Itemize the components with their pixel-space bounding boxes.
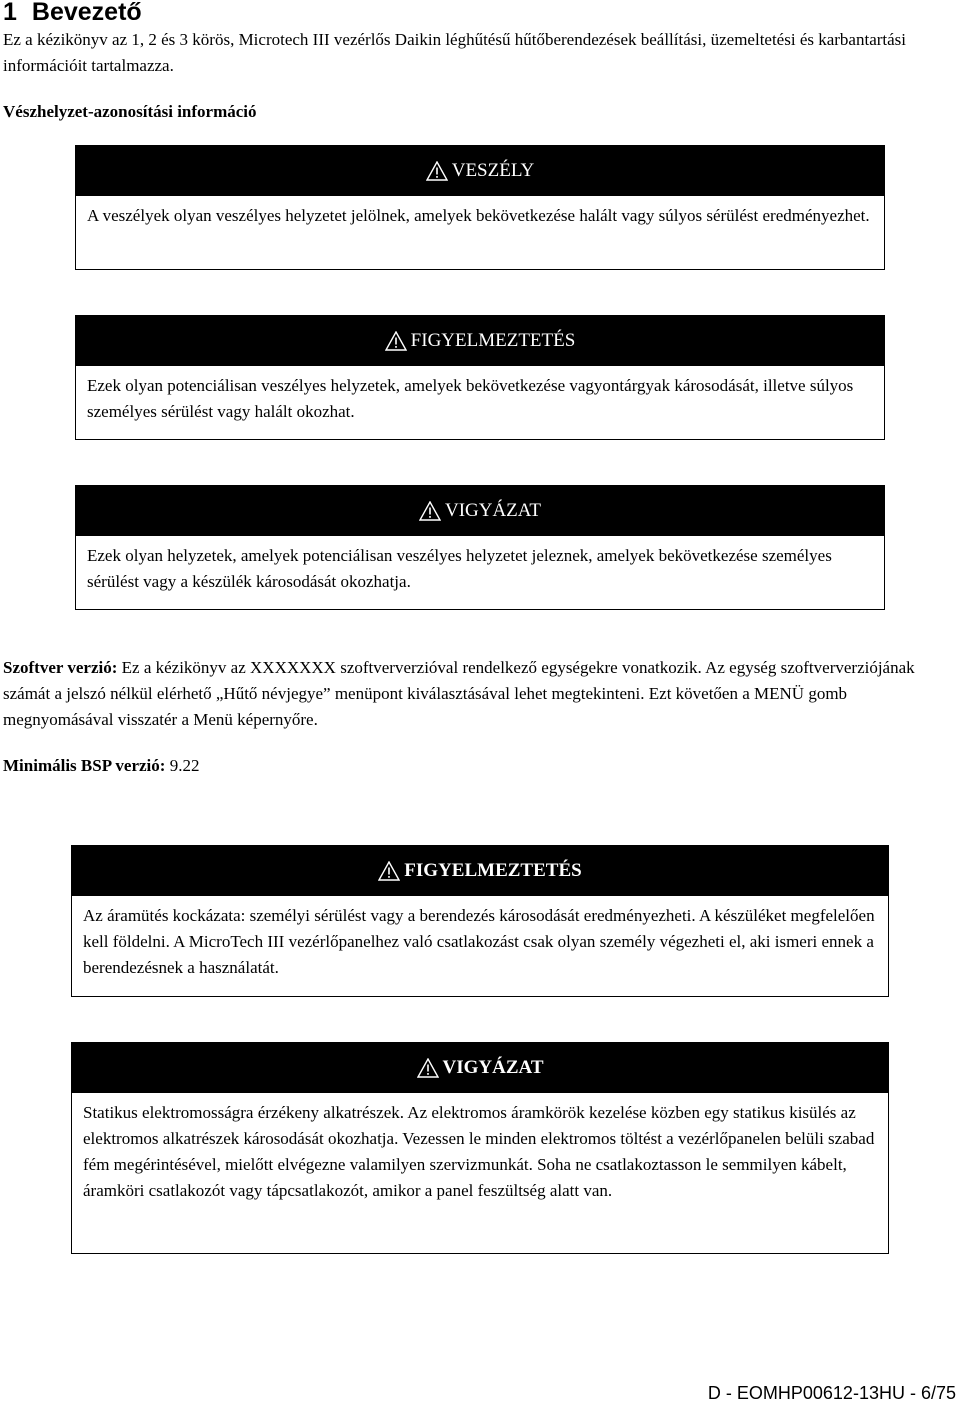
intro-paragraph: Ez a kézikönyv az 1, 2 és 3 körös, Microtech III vezérlős Daikin léghűtésű hűtőberendezések beállítási, üzemeltetési és karbantartási információit tartalmazza.: [3, 30, 907, 75]
software-version-text: Ez a kézikönyv az XXXXXXX szoftververzióval rendelkező egységekre vonatkozik. Az egység szoftververziójának számát a jelszó nélkül elérhető „Hűtő névjegye” menüpont kiválasztásával lehet megtekinteni. Ezt követően a MENÜ gomb megnyomásával visszatér a Menü képernyőre.: [3, 658, 915, 729]
warning-triangle-icon: [419, 501, 441, 521]
danger-box-title: VESZÉLY: [451, 160, 535, 181]
bsp-version-value: 9.22: [165, 756, 200, 775]
caution-box: [75, 485, 885, 610]
warning-triangle-icon: [426, 161, 448, 181]
electric-shock-warning-title: FIGYELMEZTETÉS: [404, 860, 582, 881]
emergency-info-heading: Vészhelyzet-azonosítási információ: [3, 102, 257, 121]
electric-shock-warning-box: [71, 845, 889, 997]
caution-box-text: Ezek olyan helyzetek, amelyek potenciálisan veszélyes helyzetet jeleznek, amelyek bekövetkezése személyes sérülést vagy a készülék károsodását okozhatja.: [87, 546, 832, 591]
static-caution-header: [72, 1043, 888, 1093]
section-title: Bevezető: [31, 0, 142, 26]
danger-box-header: [76, 146, 884, 196]
static-caution-box: [71, 1042, 889, 1254]
software-version-paragraph: [3, 655, 951, 733]
warning-box-text: Ezek olyan potenciálisan veszélyes helyzetek, amelyek bekövetkezése vagyontárgyak károsodását, illetve súlyos személyes sérülést vagy halált okozhat.: [87, 376, 854, 421]
section-heading: [3, 0, 142, 27]
caution-box-header: [76, 486, 884, 536]
warning-triangle-icon: [417, 1058, 439, 1078]
warning-triangle-icon: [378, 861, 400, 881]
warning-triangle-icon: [385, 331, 407, 351]
warning-box-header: [76, 316, 884, 366]
static-caution-title: VIGYÁZAT: [442, 1057, 544, 1078]
static-caution-text: Statikus elektromosságra érzékeny alkatrészek. Az elektromos áramkörök kezelése közben egy statikus kisülés az elektromos alkatrészek károsodását okozhatja. Vezessen le minden elektromos töltést a vezérlőpanelen belüli szabad fém megérintésével, mielőtt elvégezne valamilyen szervizmunkát. Soha ne csatlakoztasson le semmilyen kábelt, áramköri csatlakozót vagy tápcsatlakozót, amikor a panel feszültség alatt van.: [83, 1103, 875, 1200]
electric-shock-warning-text: Az áramütés kockázata: személyi sérülést vagy a berendezés károsodását eredményezheti. A készüléket megfelelően kell földelni. A MicroTech III vezérlőpanelhez való csatlakozást csak olyan személy végezheti el, aki ismeri ennek a berendezésnek a használatát.: [83, 906, 875, 977]
software-version-label: Szoftver verzió:: [3, 658, 118, 677]
danger-box-text: A veszélyek olyan veszélyes helyzetet jelölnek, amelyek bekövetkezése halált vagy súlyos sérülést eredményezhet.: [87, 206, 870, 225]
page-footer: D - EOMHP00612-13HU - 6/75: [707, 1383, 956, 1403]
danger-box: [75, 145, 885, 270]
electric-shock-warning-header: [72, 846, 888, 896]
bsp-version-label: Minimális BSP verzió:: [3, 756, 166, 775]
warning-box: [75, 315, 885, 440]
warning-box-title: FIGYELMEZTETÉS: [410, 330, 576, 351]
bsp-version-paragraph: [3, 753, 951, 779]
section-number: 1: [3, 0, 17, 26]
caution-box-title: VIGYÁZAT: [444, 500, 542, 521]
